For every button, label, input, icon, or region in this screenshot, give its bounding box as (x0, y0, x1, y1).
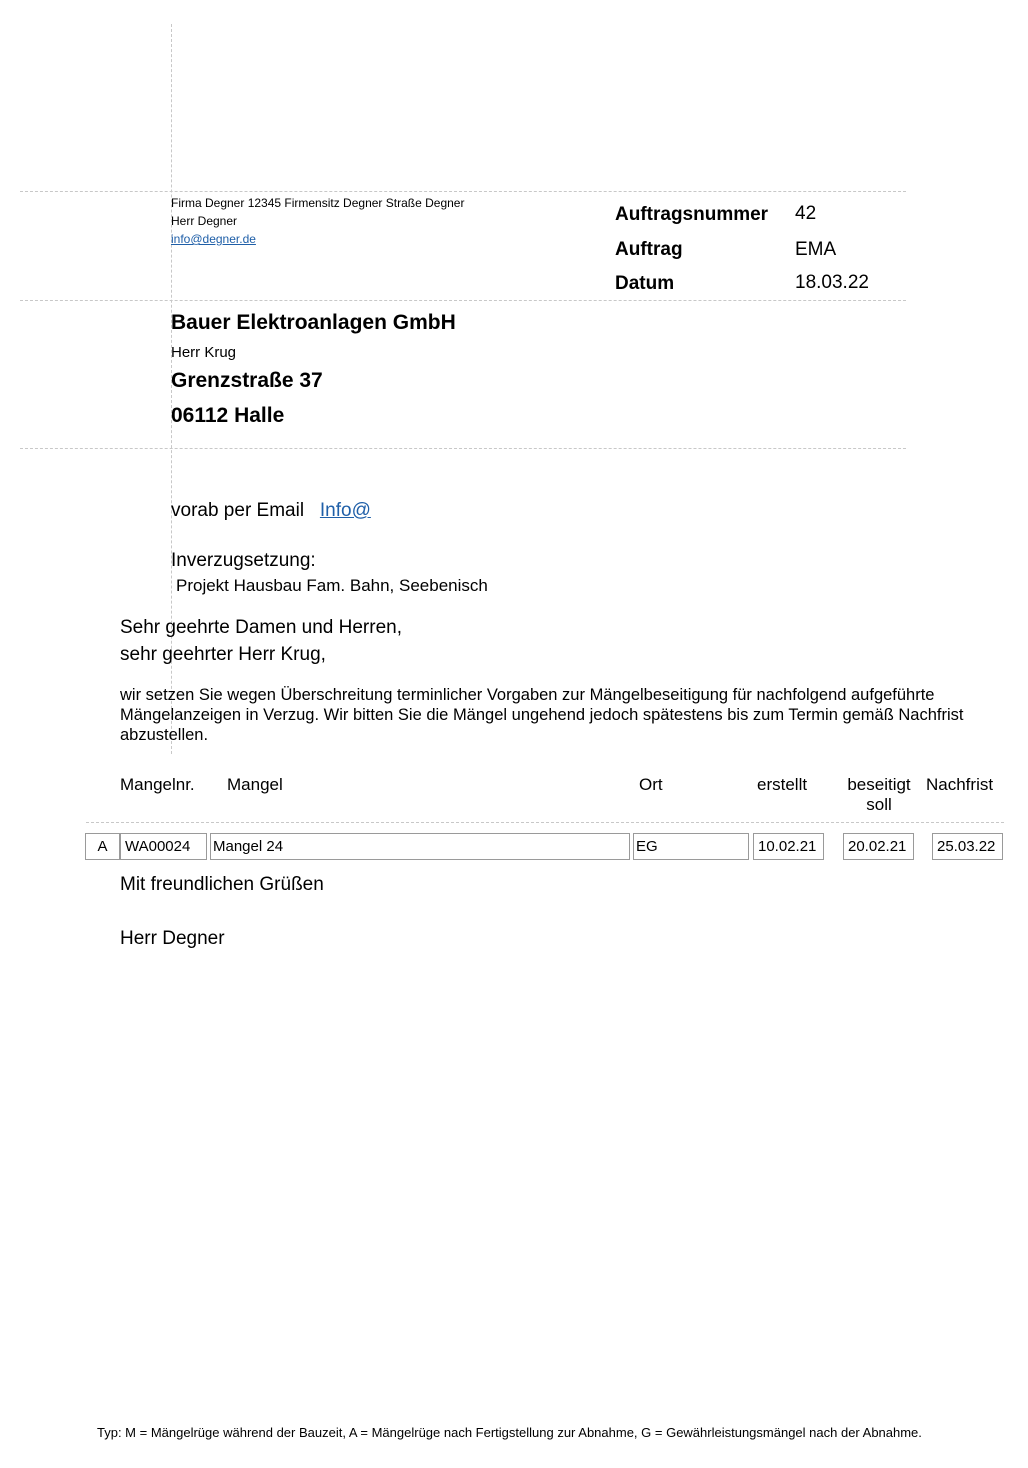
header-erstellt: erstellt (757, 775, 808, 794)
row-nachfrist-cell: 25.03.22 (932, 833, 1003, 860)
table-header-divider (86, 822, 1004, 823)
subject-project: Projekt Hausbau Fam. Bahn, Seebenisch (176, 576, 488, 595)
sender-name: Herr Degner (171, 214, 238, 228)
row-mangel-cell: Mangel 24 (210, 833, 630, 860)
footer-legend: Typ: M = Mängelrüge während der Bauzeit, A = Mängelrüge nach Fertigstellung zur Abnahme, G = Gewährleistungsmängel nach der Abnahme. (97, 1425, 922, 1440)
date-value: 18.03.22 (795, 272, 869, 293)
sender-block (171, 194, 464, 248)
subject-title: Inverzugsetzung: (171, 550, 316, 571)
order-value: EMA (795, 239, 837, 260)
body-paragraph: wir setzen Sie wegen Überschreitung terminlicher Vorgaben zur Mängelbeseitigung für nachfolgend aufgeführte Mängelanzeigen in Verzug. Wir bitten Sie die Mängel ungehend jedoch spätestens bis zum Termin gemäß Nachfrist abzustellen. (120, 686, 964, 744)
salutation-line-1: Sehr geehrte Damen und Herren, (120, 617, 402, 638)
row-beseitigt-cell: 20.02.21 (843, 833, 914, 860)
header-beseitigt-line2: soll (866, 795, 892, 814)
order-label: Auftrag (615, 239, 683, 260)
sender-line: Firma Degner 12345 Firmensitz Degner Straße Degner (171, 196, 465, 210)
closing-signature: Herr Degner (120, 928, 225, 949)
header-mangel: Mangel (227, 775, 283, 794)
recipient-city: 06112 Halle (171, 404, 285, 427)
header-beseitigt-soll (840, 775, 918, 815)
advance-notice-text: vorab per Email (171, 500, 305, 521)
recipient-contact: Herr Krug (171, 344, 237, 361)
header-beseitigt-line1: beseitigt (847, 775, 911, 794)
order-number-label: Auftragsnummer (615, 204, 769, 225)
row-ort-cell: EG (633, 833, 749, 860)
guide-line-header (20, 300, 906, 301)
date-label: Datum (615, 273, 675, 294)
row-type-cell: A (85, 833, 120, 860)
recipient-street: Grenzstraße 37 (171, 369, 323, 392)
header-mangelnr: Mangelnr. (120, 775, 195, 794)
row-number-cell: WA00024 (120, 833, 207, 860)
advance-notice (171, 500, 371, 522)
row-erstellt-cell: 10.02.21 (753, 833, 824, 860)
order-number-value: 42 (795, 203, 817, 224)
sender-email-link[interactable]: info@degner.de (171, 232, 256, 246)
salutation-line-2: sehr geehrter Herr Krug, (120, 644, 326, 665)
closing-greeting: Mit freundlichen Grüßen (120, 874, 324, 895)
header-ort: Ort (639, 775, 663, 794)
advance-email-link[interactable]: Info@ (319, 500, 371, 521)
recipient-company: Bauer Elektroanlagen GmbH (171, 311, 456, 334)
header-nachfrist: Nachfrist (926, 775, 994, 794)
guide-line-top (20, 191, 906, 192)
guide-line-address (20, 448, 906, 449)
